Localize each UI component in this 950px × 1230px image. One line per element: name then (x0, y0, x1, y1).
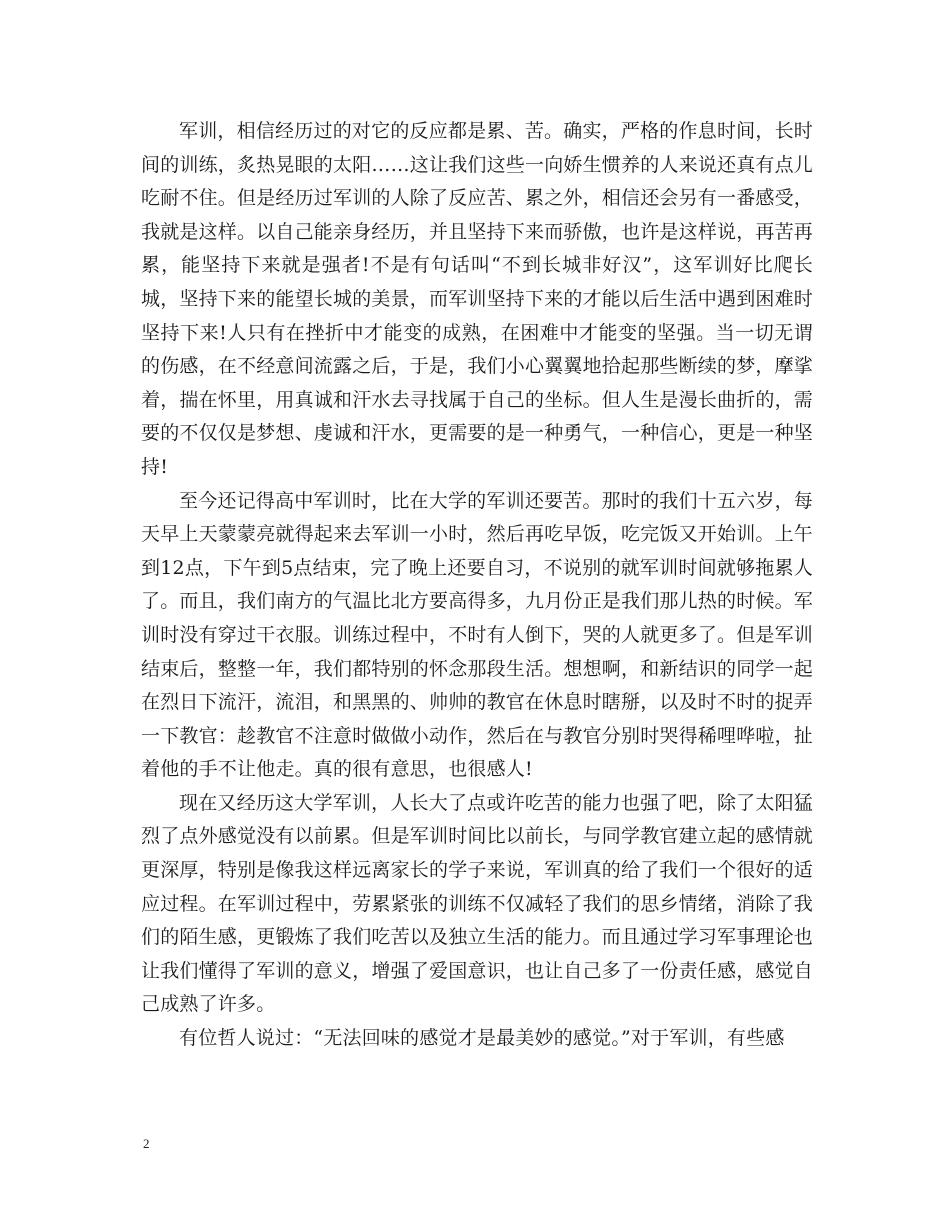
paragraph-1: 军训，相信经历过的对它的反应都是累、苦。确实，严格的作息时间，长时间的训练，炙热晃眼的太阳……这让我们这些一向娇生惯养的人来说还真有点儿吃耐不住。但是经历过军训的人除了反应苦、累之外，相信还会另有一番感受，我就是这样。以自己能亲身经历，并且坚持下来而骄傲，也许是这样说，再苦再累，能坚持下来就是强者!不是有句话叫“不到长城非好汉”，这军训好比爬长城，坚持下来的能望长城的美景，而军训坚持下来的才能以后生活中遇到困难时坚持下来!人只有在挫折中才能变的成熟，在困难中才能变的坚强。当一切无谓的伤感，在不经意间流露之后，于是，我们小心翼翼地拾起那些断续的梦，摩挲着，揣在怀里，用真诚和汗水去寻找属于自己的坐标。但人生是漫长曲折的，需要的不仅仅是梦想、虔诚和汗水，更需要的是一种勇气，一种信心，更是一种坚持! (141, 120, 814, 478)
paragraph-2: 至今还记得高中军训时，比在大学的军训还要苦。那时的我们十五六岁，每天早上天蒙蒙亮就得起来去军训一小时，然后再吃早饭，吃完饭又开始训。上午到12点，下午到5点结束，完了晚上还要自习，不说别的就军训时间就够拖累人了。而且，我们南方的气温比北方要高得多，九月份正是我们那儿热的时候。军训时没有穿过干衣服。训练过程中，不时有人倒下，哭的人就更多了。但是军训结束后，整整一年，我们都特别的怀念那段生活。想想啊，和新结识的同学一起在烈日下流汗，流泪，和黑黑的、帅帅的教官在休息时瞎掰，以及时不时的捉弄一下教官：趁教官不注意时做做小动作，然后在与教官分别时哭得稀哩哗啦，扯着他的手不让他走。真的很有意思，也很感人! (141, 489, 814, 781)
page-number: 2 (143, 1136, 150, 1151)
paragraph-4: 有位哲人说过：“无法回味的感觉才是最美妙的感觉。”对于军训，有些感 (179, 1027, 785, 1050)
paragraph-3: 现在又经历这大学军训，人长大了点或许吃苦的能力也强了吧，除了太阳猛烈了点外感觉没有以前累。但是军训时间比以前长，与同学教官建立起的感情就更深厚，特别是像我这样远离家长的学子来说，军训真的给了我们一个很好的适应过程。在军训过程中，劳累紧张的训练不仅减轻了我们的思乡情绪，消除了我们的陌生感，更锻炼了我们吃苦以及独立生活的能力。而且通过学习军事理论也让我们懂得了军训的意义，增强了爱国意识，也让自己多了一份责任感，感觉自己成熟了许多。 (141, 791, 814, 1016)
body-text (141, 115, 813, 1056)
